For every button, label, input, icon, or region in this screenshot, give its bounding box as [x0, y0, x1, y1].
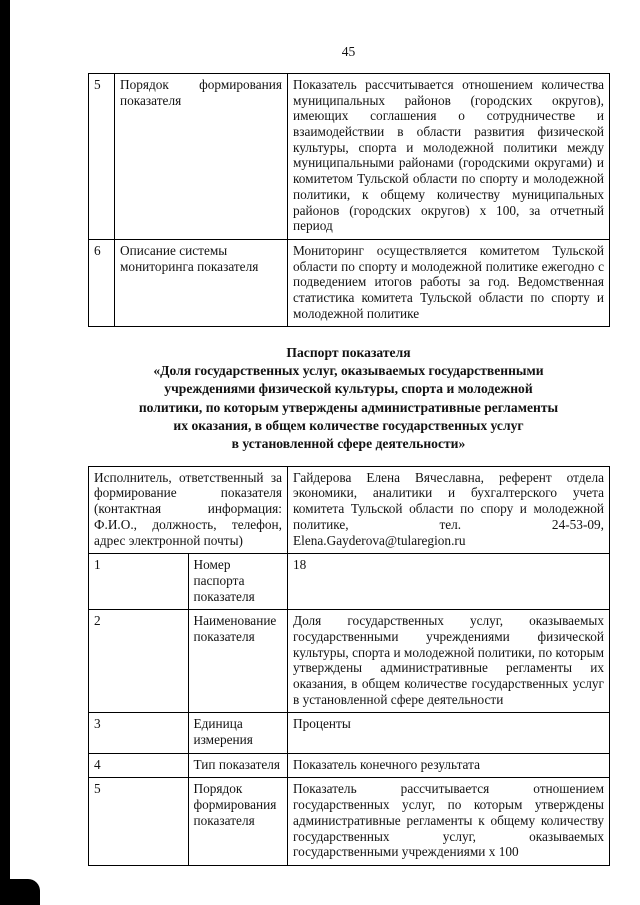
row-number: 5	[89, 778, 189, 865]
passport-heading	[88, 344, 609, 452]
row-value: Показатель конечного результата	[288, 753, 610, 778]
heading-line: политики, по которым утверждены административные регламенты	[138, 399, 559, 415]
scan-left-border	[0, 0, 10, 905]
scan-bottom-mark	[0, 879, 40, 905]
page-number: 45	[341, 44, 356, 59]
row-label: Порядок формирования показателя	[115, 74, 288, 240]
table-row	[89, 74, 610, 240]
heading-line: «Доля государственных услуг, оказываемых государственными	[153, 363, 544, 379]
heading-line: их оказания, в общем количестве государственных услуг	[173, 417, 524, 433]
passport-table	[88, 466, 610, 866]
row-label: Порядок формирования показателя	[188, 778, 288, 865]
row-label: Описание системы мониторинга показателя	[115, 239, 288, 326]
row-value: 18	[288, 554, 610, 610]
row-value: Проценты	[288, 713, 610, 753]
row-number: 2	[89, 610, 189, 713]
row-number: 5	[89, 74, 115, 240]
row-value: Показатель рассчитывается отношением количества муниципальных районов (городских округов), имеющих соглашения о сотрудничестве и взаимодействии в области развития физической культуры, спорта и молодежной политики между муниципальными районами (городскими округами) и комитетом Тульской области по спорту и молодежной политики, к общему количеству муниципальных районов (городских округов) х 100, за отчетный период	[288, 74, 610, 240]
monitoring-table	[88, 73, 610, 327]
executor-value: Гайдерова Елена Вячеславна, референт отдела экономики, аналитики и бухгалтерского учета комитета Тульской области по спору и молодежной политике, тел. 24-53-09, Elena.Gayderova@tularegion.ru	[288, 466, 610, 553]
row-value: Показатель рассчитывается отношением государственных услуг, по которым утверждены административные регламенты к общему количеству государственных услуг, оказываемых государственными учреждениями х 100	[288, 778, 610, 865]
table-row	[89, 778, 610, 865]
row-label: Номер паспорта показателя	[188, 554, 288, 610]
table-row	[89, 239, 610, 326]
table-row	[89, 610, 610, 713]
row-label: Тип показателя	[188, 753, 288, 778]
table-row	[89, 713, 610, 753]
row-label: Наименование показателя	[188, 610, 288, 713]
heading-line: Паспорт показателя	[286, 345, 411, 361]
row-number: 3	[89, 713, 189, 753]
executor-label: Исполнитель, ответственный за формирование показателя (контактная информация: Ф.И.О., должность, телефон, адрес электронной почты)	[89, 466, 288, 553]
row-value: Доля государственных услуг, оказываемых государственными учреждениями физической культуры, спорта и молодежной политики, по которым утверждены административные регламенты их оказания, в общем количестве государственных услуг в установленной сфере деятельности	[288, 610, 610, 713]
table-row	[89, 554, 610, 610]
row-label: Единица измерения	[188, 713, 288, 753]
document-page	[88, 0, 609, 866]
table-row	[89, 753, 610, 778]
heading-line: учреждениями физической культуры, спорта и молодежной	[164, 381, 533, 397]
row-number: 1	[89, 554, 189, 610]
heading-line: в установленной сфере деятельности»	[231, 435, 466, 451]
table-header-row	[89, 466, 610, 553]
row-value: Мониторинг осуществляется комитетом Тульской области по спорту и молодежной политике ежегодно с подведением итогов работы за год. Ведомственная статистика комитета Тульской области по спорту и молодежной политике	[288, 239, 610, 326]
row-number: 4	[89, 753, 189, 778]
row-number: 6	[89, 239, 115, 326]
